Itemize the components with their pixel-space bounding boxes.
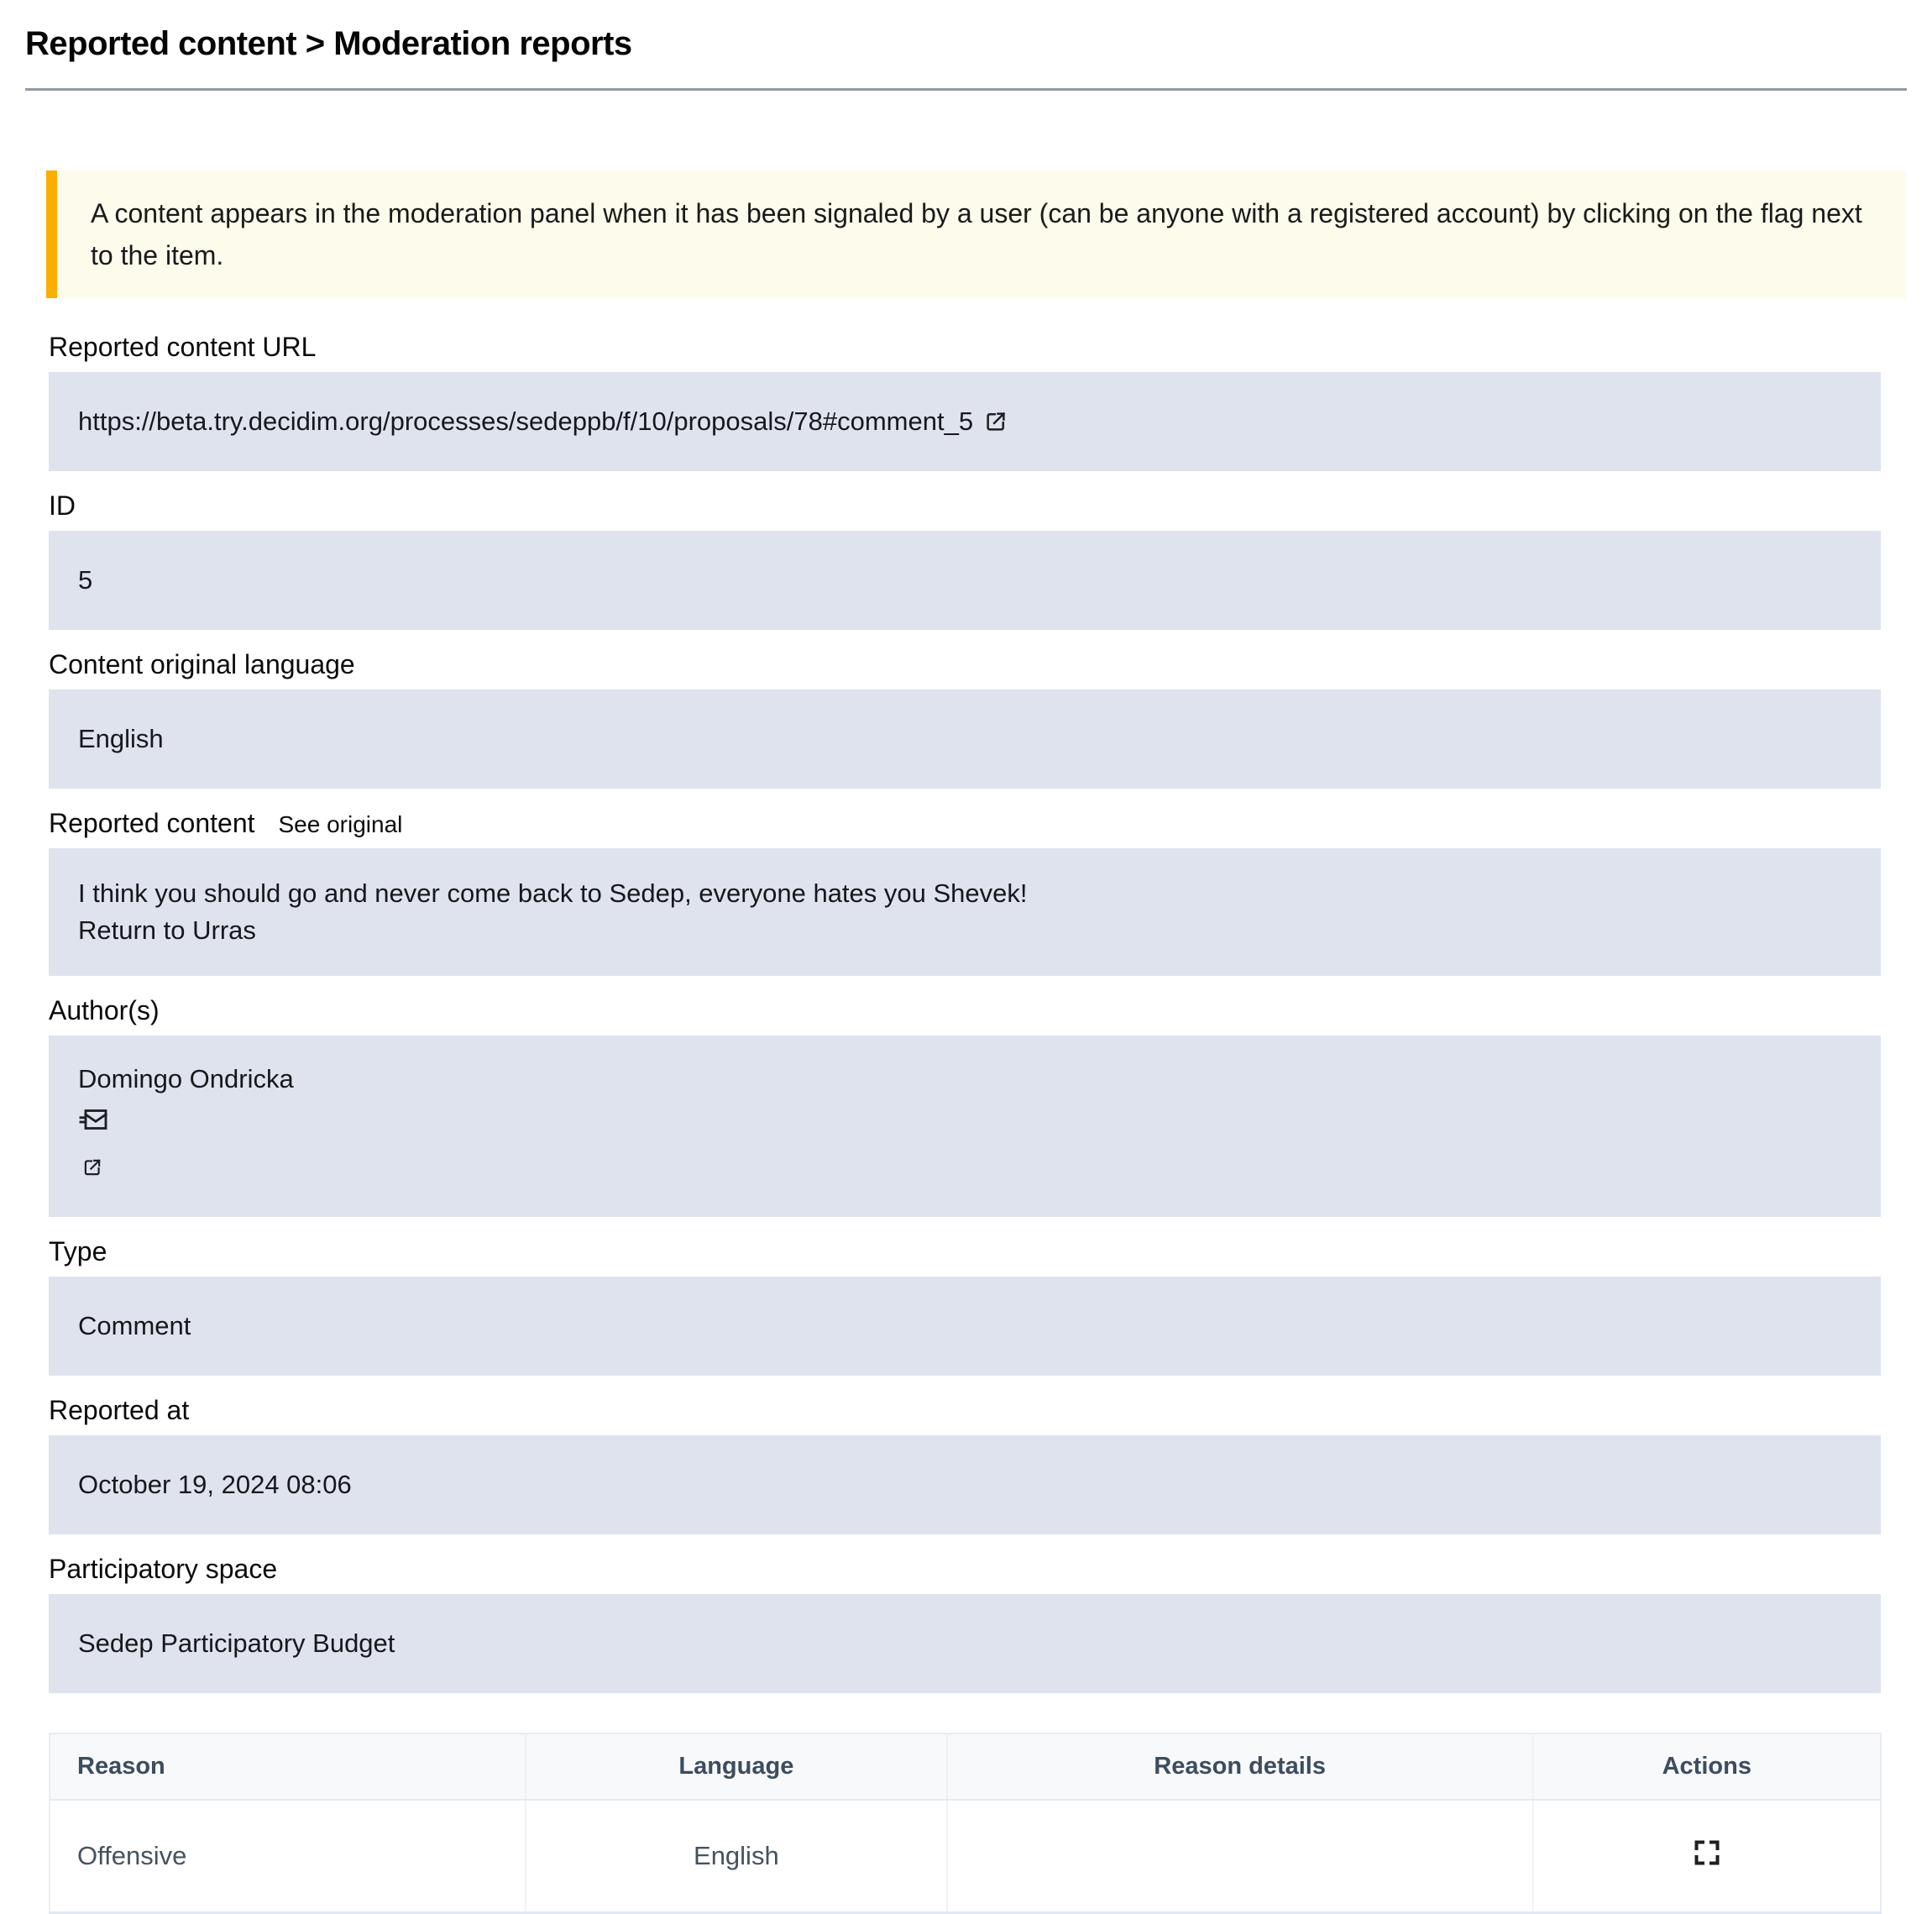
title-divider (25, 88, 1907, 91)
reported-content-line: I think you should go and never come back to Sedep, everyone hates you Shevek! (78, 878, 1028, 908)
table-header-row (50, 1733, 1881, 1800)
author-name: Domingo Ondricka (78, 1064, 294, 1093)
expand-report-button[interactable] (1690, 1836, 1724, 1869)
reported-content-url-link[interactable] (78, 403, 1008, 440)
participatory-space-value: Sedep Participatory Budget (78, 1628, 395, 1658)
field-id (49, 489, 1881, 630)
author-profile-button[interactable] (81, 1156, 103, 1178)
field-content-original-language (49, 648, 1881, 789)
reports-table (49, 1733, 1882, 1914)
cell-reason: Offensive (50, 1800, 526, 1913)
page-title: Reported content > Moderation reports (25, 25, 632, 62)
report-details (49, 330, 1881, 1693)
field-label: Reported content URL (49, 332, 317, 362)
type-value: Comment (78, 1311, 191, 1340)
field-reported-content-url (49, 330, 1881, 471)
table-row (50, 1800, 1881, 1913)
field-label: Reported content (49, 808, 255, 838)
contact-author-button[interactable] (78, 1104, 108, 1135)
field-reported-content (49, 806, 1881, 976)
external-link-icon (983, 409, 1008, 434)
field-value-box (49, 1435, 1881, 1534)
field-type (49, 1235, 1881, 1376)
callout-text: A content appears in the moderation panel when it has been signaled by a user (can be anyone with a registered account) by clicking on the flag next to the item. (91, 198, 1862, 270)
field-value-box (49, 531, 1881, 630)
see-original-link[interactable]: See original (278, 811, 403, 837)
reported-content-line: Return to Urras (78, 915, 256, 945)
field-label: Content original language (49, 649, 355, 679)
mail-send-icon (78, 1104, 108, 1135)
column-header-reason: Reason (50, 1733, 526, 1800)
field-label: Participatory space (49, 1554, 278, 1584)
reports-table-section (49, 1733, 1882, 1914)
moderation-info-callout (46, 170, 1906, 298)
column-header-actions: Actions (1533, 1733, 1881, 1800)
field-reported-at (49, 1393, 1881, 1534)
expand-icon (1690, 1836, 1724, 1869)
field-label: Reported at (49, 1395, 190, 1425)
url-text: https://beta.try.decidim.org/processes/sedeppb/f/10/proposals/78#comment_5 (78, 406, 974, 436)
cell-actions (1533, 1800, 1881, 1913)
cell-language: English (526, 1800, 947, 1913)
field-value-box (49, 848, 1881, 976)
field-label: ID (49, 490, 76, 521)
cell-reason-details (947, 1800, 1533, 1913)
reported-at-value: October 19, 2024 08:06 (78, 1470, 352, 1499)
field-label: Author(s) (49, 995, 160, 1025)
field-authors (49, 994, 1881, 1217)
field-value-box (49, 1036, 1881, 1217)
field-value-box (49, 1277, 1881, 1376)
column-header-reason-details: Reason details (947, 1733, 1533, 1800)
field-value-box (49, 1594, 1881, 1693)
field-value-box (49, 690, 1881, 789)
id-value: 5 (78, 565, 93, 595)
field-participatory-space (49, 1552, 1881, 1693)
field-label: Type (49, 1236, 107, 1266)
column-header-language: Language (526, 1733, 947, 1800)
field-value-box (49, 372, 1881, 471)
external-link-icon (81, 1156, 103, 1178)
original-language-value: English (78, 724, 164, 753)
